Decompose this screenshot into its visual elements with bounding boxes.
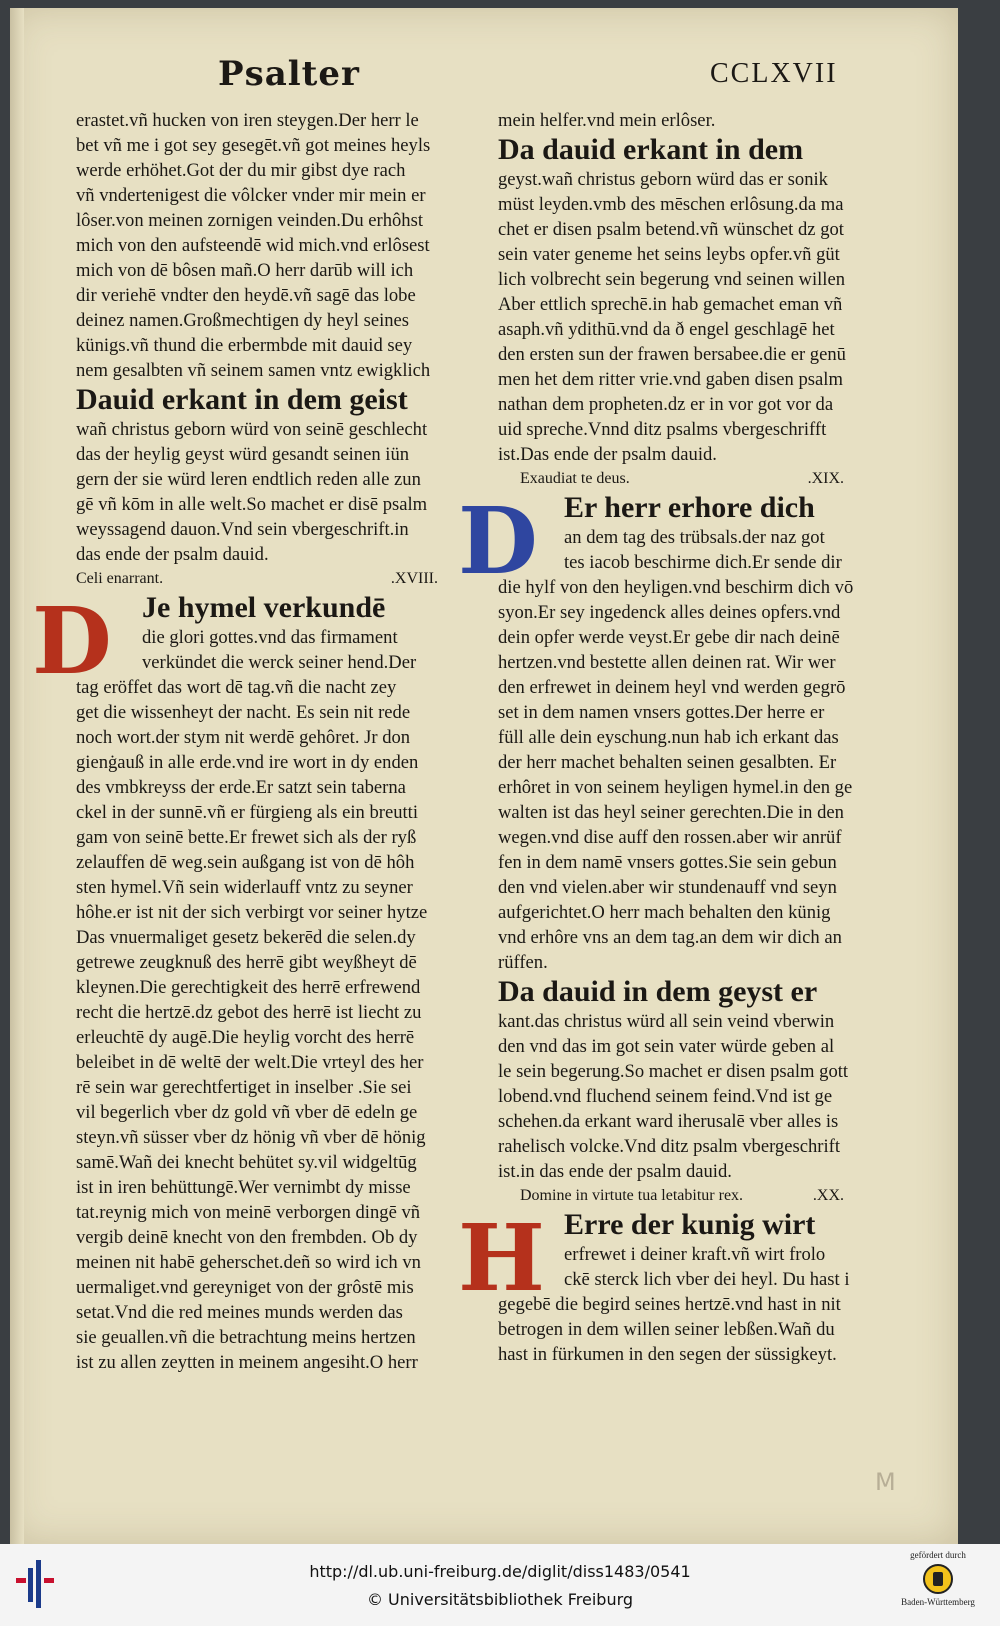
text-line: weyssagend dauon.Vnd sein vbergeschrift.in [76,519,409,540]
text-block [498,1292,854,1367]
text-line: hast in fürkumen in den segen der süssigkeyt. [498,1344,837,1365]
text-line: get die wissenheyt der nacht. Es sein nit rede [76,702,411,723]
text-line: künigs.vñ thund die erbermbde mit dauid sey [76,335,413,356]
text-line: vergib deinē knecht von den frembden. Ob dy [76,1227,418,1248]
text-line: ist zu allen zeytten in meinem angesiht.O herr [76,1352,418,1373]
text-line: erastet.vñ hucken von iren steygen.Der herr le [76,110,419,131]
sponsor-badge[interactable] [888,1550,988,1607]
rubric-heading: Dauid erkant in dem geist [76,383,408,416]
manuscript-page [10,8,958,1544]
incipit-text: Exaudiat te deus. [520,470,630,487]
decorated-initial: D [32,587,112,695]
text-line: steyn.vñ süsser vber dz hönig vñ vber dē hönig [76,1127,426,1148]
text-line: ist in iren behüttungē.Wer vernimbt dy misse [76,1177,411,1198]
text-line: rahelisch volcke.Vnd ditz psalm vbergeschrift [498,1136,840,1157]
text-line: beleibet in dē weltē der welt.Die vrteyl des her [76,1052,424,1073]
text-line: recht die hertzē.dz gebot des herrē ist liecht zu [76,1002,422,1023]
text-line: asaph.vñ ydithū.vnd da ð engel geschlagē het [498,319,835,340]
text-line: rüffen. [498,952,548,973]
decorated-initial: H [458,1204,545,1312]
text-line: hôhe.er ist nit der sich verbirgt vor seiner hytze [76,902,428,923]
folio-number: CCLXVII [710,58,838,89]
text-line: fen in dem namē vnsers gottes.Sie sein gebun [498,852,837,873]
text-line: lobend.vnd fluchend seinem feind.Vnd ist ge [498,1086,833,1107]
text-line: uermaliget.vnd gereyniget von der grôstē mis [76,1277,414,1298]
text-line: meinen nit habē geherschet.deñ so wird ich vn [76,1252,421,1273]
text-line: deinez namen.Großmechtigen dy heyl seines [76,310,410,331]
text-line: erleuchtē dy augē.Die heylig vorcht des herrē [76,1027,415,1048]
text-block [76,675,448,1375]
text-line: tag eröffet das wort dē tag.vñ die nacht zey [76,677,397,698]
incipit-heading: Je hymel verkundē [142,591,386,624]
viewer-footer [0,1544,1000,1626]
psalm-incipit [498,1184,854,1208]
text-line: getrewe zeugknuß des herrē gibt weyßheyt dē [76,952,417,973]
text-line: erfrewet i deiner kraft.vñ wirt frolo [564,1244,826,1265]
psalm-number: .XIX. [807,470,844,487]
psalm-number: .XVIII. [390,570,438,587]
text-line: kleynen.Die gerechtigkeit des herrē erfrewend [76,977,421,998]
text-line: chet er disen psalm betend.vñ wünschet dz got [498,219,844,240]
text-line: mein helfer.vnd mein erlôser. [498,110,716,131]
right-column [458,108,854,1367]
text-line: lôser.von meinen zornigen veinden.Du erhôhst [76,210,423,231]
text-line: geyst.wañ christus geborn würd das er sonik [498,169,828,190]
text-line: wañ christus geborn würd von seinē geschlecht [76,419,428,440]
text-line: samē.Wañ dei knecht behütet sy.vil widgeltūg [76,1152,417,1173]
text-line: syon.Er sey ingedenck alles deines opfers.vnd [498,602,841,623]
text-line: zelauffen dē weg.sein außgang ist von dē hôh [76,852,415,873]
text-line: gam von seinē bette.Er frewet sich als der ryß [76,827,417,848]
text-line: Das vnuermaliget gesetz bekerēd die selen.dy [76,927,416,948]
text-line: lich volbrecht sein begerung vnd seinen willen [498,269,845,290]
text-line: mich von den aufsteendē wid mich.vnd erlôsest [76,235,430,256]
text-line: aufgerichtet.O herr mach behalten den künig [498,902,831,923]
incipit-heading: Erre der kunig wirt [564,1208,816,1241]
text-block [498,1009,854,1184]
text-line: sten hymel.Vñ sein widerlauff vntz zu seyner [76,877,413,898]
text-line: nem gesalbten vñ seinem samen vntz ewigklich [76,360,431,381]
text-line: ckel in der sunnē.vñ er fürgieng als ein breutti [76,802,418,823]
text-block [76,108,448,383]
text-line: mich von dē bôsen mañ.O herr darūb will ich [76,260,414,281]
text-line: dir veriehē vndter den heydē.vñ sagē das lobe [76,285,416,306]
rubric-heading: Da dauid in dem geyst er [498,975,818,1008]
text-line: gē vñ kōm in alle welt.So machet er disē psalm [76,494,428,515]
text-line: schehen.da erkant ward iherusalē vber alles is [498,1111,839,1132]
psalm-number: .XX. [812,1187,844,1204]
text-line: tat.reynig mich von meinē verborgen dingē vñ [76,1202,421,1223]
text-line: der herr machet behalten seinen gesalbten. Er [498,752,837,773]
text-block [498,1242,854,1292]
text-line: vñ vndertenigest die vôlcker vnder mir mein er [76,185,426,206]
text-line: Aber ettlich sprechē.in hab gemachet eman vñ [498,294,843,315]
decorated-initial: D [458,487,538,595]
text-line: sein vater geneme het seins leybs opfer.vñ güt [498,244,840,265]
text-line: den erfrewet in deinem heyl vnd werden gegrō [498,677,846,698]
text-line: kant.das christus würd all sein veind vberwin [498,1011,835,1032]
text-line: erhôret in von seinem heyligen hymel.in den ge [498,777,853,798]
incipit-heading: Er herr erhore dich [564,491,815,524]
sponsor-name: Baden-Württemberg [901,1597,975,1607]
text-line: hertzen.vnd bestette allen deinen rat. Wir wer [498,652,836,673]
text-line: sie geuallen.vñ die betrachtung meins hertzen [76,1327,416,1348]
text-line: müst leyden.vmb des mēschen erlôsung.da ma [498,194,844,215]
text-line: den ersten sun der frawen bersabee.die er genū [498,344,846,365]
copyright-notice: © Universitätsbibliothek Freiburg [366,1590,634,1609]
text-line: gern der sie würd leren endtlich reden alle zun [76,469,421,490]
text-line: gienġauß in alle erde.vnd ire wort in dy enden [76,752,419,773]
text-block [498,167,854,467]
text-line: vnd erhôre vns an dem tag.an dem wir dich an [498,927,842,948]
text-line: das der heylig geyst würd gesandt seinen iün [76,444,410,465]
psalm-incipit [76,567,448,591]
text-block [498,525,854,575]
text-line: den vnd vielen.aber wir stundenauff vnd seyn [498,877,837,898]
text-line: wegen.vnd dise auff den rossen.aber wir anrüf [498,827,842,848]
text-block [76,625,448,675]
text-block [498,575,854,975]
text-block [498,108,854,133]
text-line: set in dem namen vnsers gottes.Der herre er [498,702,825,723]
text-line: vil begerlich vber dz gold vñ vber dē edeln ge [76,1102,418,1123]
text-line: die hylf von den heyligen.vnd beschirm dich vō [498,577,854,598]
running-head-left: Psalter [218,54,360,94]
state-crest-icon [923,1564,953,1594]
text-line: dein opfer werde veyst.Er gebe dir nach deinē [498,627,840,648]
text-line: noch wort.der stym nit werdē gehôret. Jr don [76,727,411,748]
rubric-heading: Da dauid erkant in dem [498,133,804,166]
text-line: des vmbkreyss der erde.Er satzt sein taberna [76,777,406,798]
text-line: ckē sterck lich vber dei heyl. Du hast i [564,1269,850,1290]
incipit-text: Domine in virtute tua letabitur rex. [520,1187,744,1204]
page-gutter-edge [10,8,24,1544]
psalm-incipit [498,467,854,491]
text-line: rē sein war gerechtfertiget in inselber .Sie sei [76,1077,412,1098]
text-line: ist.in das ende der psalm dauid. [498,1161,732,1182]
left-column [32,108,448,1375]
text-line: le sein begerung.So machet er disen psalm gott [498,1061,849,1082]
permalink-url[interactable]: http://dl.ub.uni-freiburg.de/diglit/diss1483/0541 [309,1562,691,1581]
text-line: füll alle dein eyschung.nun hab ich erkant das [498,727,839,748]
text-line: das ende der psalm dauid. [76,544,269,565]
text-line: die glori gottes.vnd das firmament [142,627,398,648]
text-line: ist.Das ende der psalm dauid. [498,444,717,465]
text-line: an dem tag des trübsals.der naz got [564,527,825,548]
text-line: men het dem ritter vrie.vnd gaben disen psalm [498,369,843,390]
text-line: werde erhöhet.Got der du mir gibst dye rach [76,160,406,181]
text-block [76,417,448,567]
text-line: gegebē die begird seines hertzē.vnd hast in nit [498,1294,841,1315]
incipit-text: Celi enarrant. [76,570,164,587]
sponsor-label: gefördert durch [910,1550,966,1560]
text-line: tes iacob beschirme dich.Er sende dir [564,552,842,573]
text-line: uid spreche.Vnnd ditz psalms vbergeschrifft [498,419,827,440]
text-line: den vnd das im got sein vater würde geben al [498,1036,835,1057]
text-line: bet vñ me i got sey gesegēt.vñ got meines heyls [76,135,431,156]
text-line: verkündet die werck seiner hend.Der [142,652,417,673]
corner-mark: M [875,1468,896,1496]
text-line: nathan dem propheten.dz er in vor got vor da [498,394,834,415]
text-line: setat.Vnd die red meines munds werden das [76,1302,403,1323]
text-line: betrogen in dem willen seiner lebßen.Wañ du [498,1319,835,1340]
text-line: walten ist das heyl seiner gerechten.Die in den [498,802,844,823]
